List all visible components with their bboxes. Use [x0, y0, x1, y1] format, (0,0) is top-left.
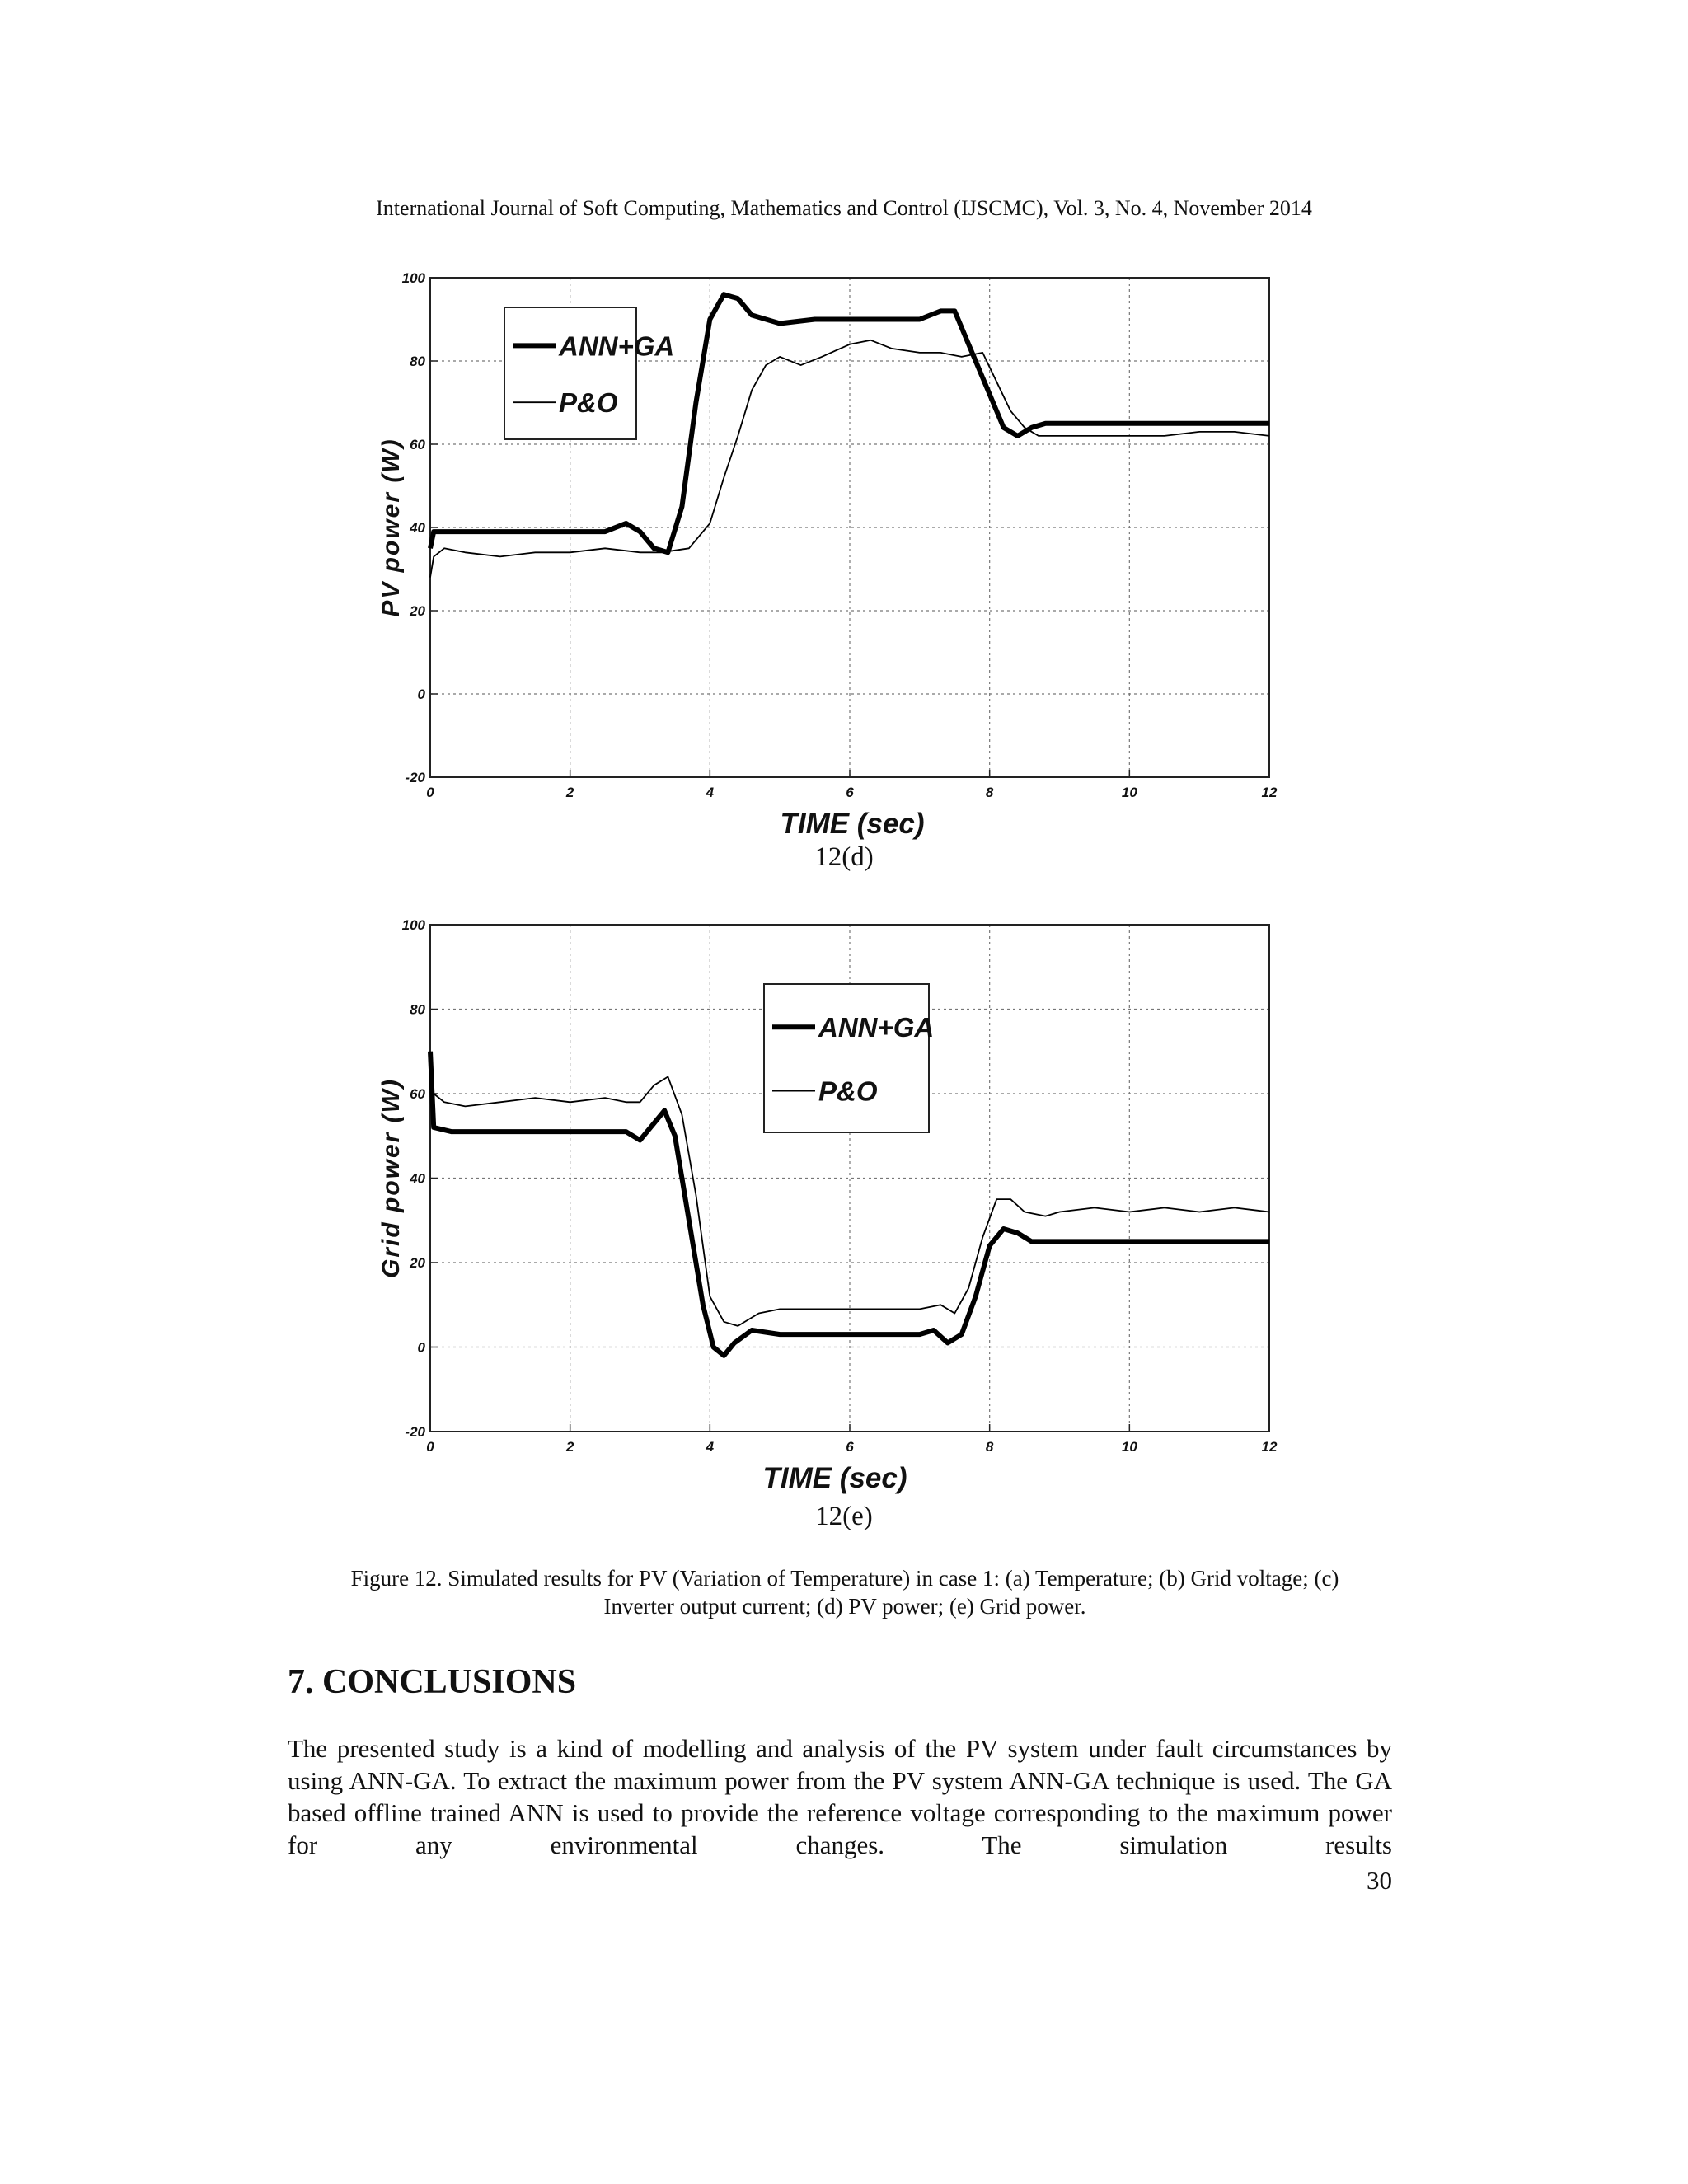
y-tick-label: 60 [410, 1086, 425, 1102]
legend-label: P&O [818, 1076, 878, 1107]
legend-box [764, 984, 929, 1132]
running-header: International Journal of Soft Computing, Mathematics and Control (IJSCMC), Vol. 3, No. 4, November 2014 [376, 196, 1312, 220]
y-axis-label: Grid power (W) [377, 1078, 405, 1278]
y-tick-label: 40 [410, 1170, 425, 1187]
y-tick-label: 0 [417, 687, 425, 702]
x-tick-label: 2 [565, 1439, 574, 1455]
x-tick-label: 0 [426, 1439, 434, 1455]
x-tick-label: 10 [1121, 1439, 1137, 1455]
y-tick-label: 100 [401, 270, 425, 286]
legend [764, 984, 934, 1132]
x-tick-label: 8 [985, 1439, 994, 1455]
legend-label: ANN+GA [559, 330, 675, 362]
x-tick-label: 12 [1261, 785, 1278, 800]
pv-power-chart [0, 255, 1688, 841]
legend [504, 307, 674, 439]
y-tick-label: -20 [405, 1424, 425, 1440]
x-axis-label: TIME (sec) [762, 1462, 907, 1494]
x-tick-label: 4 [706, 1439, 715, 1455]
y-tick-label: 40 [410, 520, 425, 536]
x-tick-label: 0 [426, 785, 434, 800]
figure-caption: Figure 12. Simulated results for PV (Variation of Temperature) in case 1: (a) Temperature; (b) Grid voltage; (c) Inverter output current; (d) PV power; (e) Grid power. [350, 1566, 1339, 1619]
y-tick-label: 0 [417, 1339, 425, 1356]
y-axis-label: PV power (W) [377, 438, 405, 617]
body-paragraph: The presented study is a kind of modelling and analysis of the PV system under fault circumstances by using ANN-GA. To extract the maximum power from the PV system ANN-GA technique is used. The GA based offline trained ANN is used to provide the reference voltage corresponding to the maximum power for any environmental changes. The simulation results [288, 1734, 1392, 1859]
legend-box [504, 307, 636, 439]
y-tick-label: 60 [410, 437, 425, 452]
x-tick-label: 8 [985, 785, 994, 800]
legend-label: P&O [559, 387, 618, 419]
x-axis-label: TIME (sec) [780, 808, 925, 840]
x-tick-label: 6 [846, 785, 854, 800]
x-tick-label: 6 [846, 1439, 854, 1455]
subfigure-label-d: 12(d) [814, 842, 874, 872]
x-tick-label: 12 [1261, 1439, 1278, 1455]
grid-power-chart [0, 902, 1688, 1496]
x-tick-label: 10 [1121, 785, 1137, 800]
y-tick-label: 100 [401, 917, 425, 933]
x-tick-label: 4 [706, 785, 715, 800]
y-tick-label: -20 [405, 770, 425, 785]
legend-label: ANN+GA [818, 1012, 935, 1043]
y-tick-label: 20 [410, 603, 425, 619]
section-heading: 7. CONCLUSIONS [288, 1663, 577, 1701]
y-tick-label: 20 [410, 1255, 425, 1271]
subfigure-label-e: 12(e) [815, 1502, 873, 1531]
x-tick-label: 2 [565, 785, 574, 800]
y-tick-label: 80 [410, 354, 425, 369]
y-tick-label: 80 [410, 1001, 425, 1018]
page-number: 30 [1367, 1866, 1392, 1895]
